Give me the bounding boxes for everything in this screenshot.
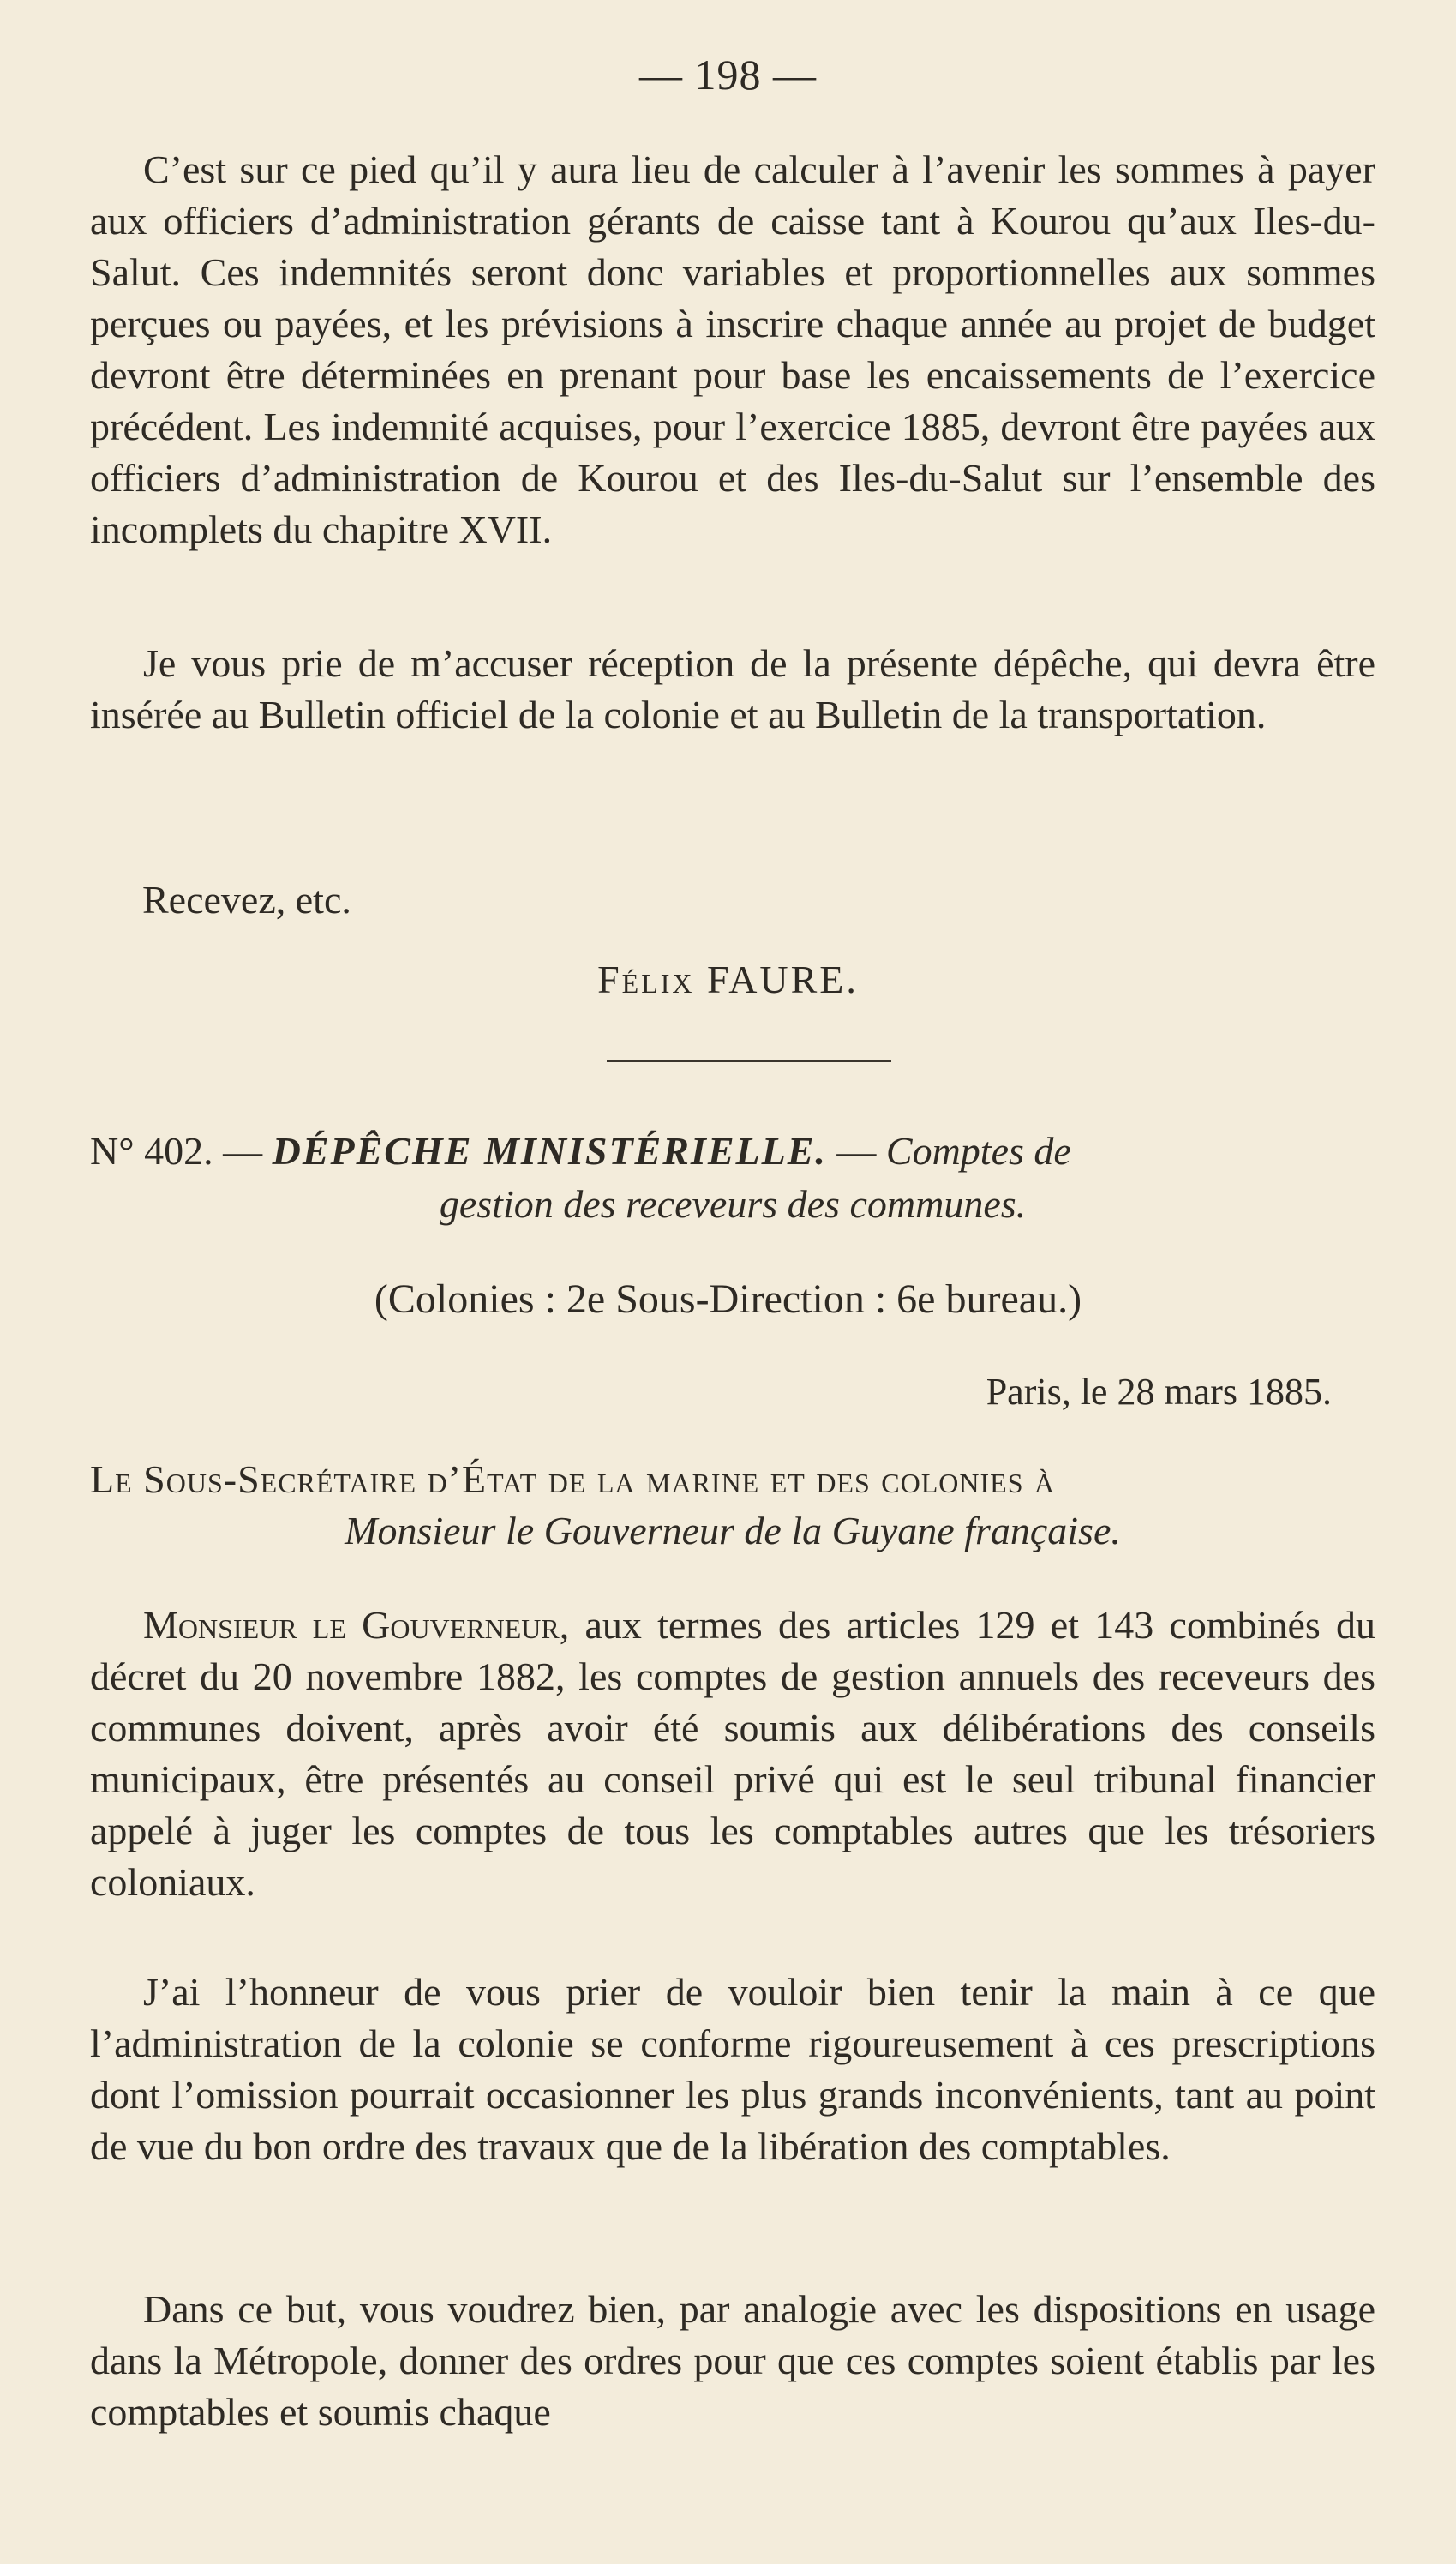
letter-body [90,144,1375,555]
letter-paragraph-2: Je vous prie de m’accuser réception de la présente dépêche, qui devra être insérée au Bulletin officiel de la colonie et au Bulletin de la transportation. [90,641,1375,736]
document-subject-part-1: Comptes de [885,1129,1071,1173]
dispatch-paragraph-1-text: aux termes des articles 129 et 143 combinés du décret du 20 novembre 1882, les comptes de gestion annuels des receveurs des communes doivent, après avoir été soumis aux délibérations des conseils municipaux, être présentés au conseil privé qui est le seul tribunal financier appelé à juger les comptes de tous les comptables autres que les trésoriers coloniaux. [90,1603,1376,1904]
salutation: Monsieur le Gouverneur, [143,1603,570,1647]
document-subject-part-2: gestion des receveurs des communes. [439,1182,1027,1226]
section-divider [607,1060,891,1062]
dispatch-paragraph-2-text: J’ai l’honneur de vous prier de vouloir bien tenir la main à ce que l’administration de la colonie se conforme rigoureusement à ces prescriptions dont l’omission pourrait occasionner les plus grands inconvénients, tant au point de vue du bon ordre des travaux que de la libération des comptables. [90,1970,1375,2168]
document-number: N° 402. [90,1129,213,1173]
addressee-recipient: Monsieur le Gouverneur de la Guyane française. [345,1509,1121,1552]
letter-signature: Félix FAURE. [597,958,859,1001]
document-heading [90,1125,1375,1231]
page-number: — 198 — [639,51,817,99]
dispatch-paragraph-2 [90,1967,1375,2172]
heading-dash-2: — [836,1129,877,1173]
document-heading-line-1 [90,1125,1375,1178]
dispatch-paragraph-3-text: Dans ce but, vous voudrez bien, par analogie avec les dispositions en usage dans la Métropole, donner des ordres pour que ces comptes soient établis par les comptables et soumis chaque [90,2287,1375,2434]
addressee-sender: Le Sous-Secrétaire d’État de la marine et des colonies à [90,1457,1056,1501]
letter-closing: Recevez, etc. [142,878,351,922]
dispatch-paragraph-3 [90,2284,1375,2438]
addressee-block [90,1454,1375,1557]
document-title: DÉPÊCHE MINISTÉRIELLE. [272,1129,827,1173]
dispatch-paragraph-1 [90,1600,1375,1908]
service-reference: (Colonies : 2e Sous-Direction : 6e bureau.) [374,1276,1082,1322]
letter-body-continued [90,638,1375,741]
heading-dash: — [223,1129,263,1173]
letter-paragraph-1: C’est sur ce pied qu’il y aura lieu de calculer à l’avenir les sommes à payer aux officiers d’administration gérants de caisse tant à Kourou qu’aux Iles-du-Salut. Ces indemnités seront donc variables et proportionnelles aux sommes perçues ou payées, et les prévisions à inscrire chaque année au projet de budget devront être déterminées en prenant pour base les encaissements de l’exercice précédent. Les indemnité acquises, pour l’exercice 1885, devront être payées aux officiers d’administration de Kourou et des Iles-du-Salut sur l’ensemble des incomplets du chapitre XVII. [90,147,1375,551]
dateline: Paris, le 28 mars 1885. [986,1371,1332,1413]
